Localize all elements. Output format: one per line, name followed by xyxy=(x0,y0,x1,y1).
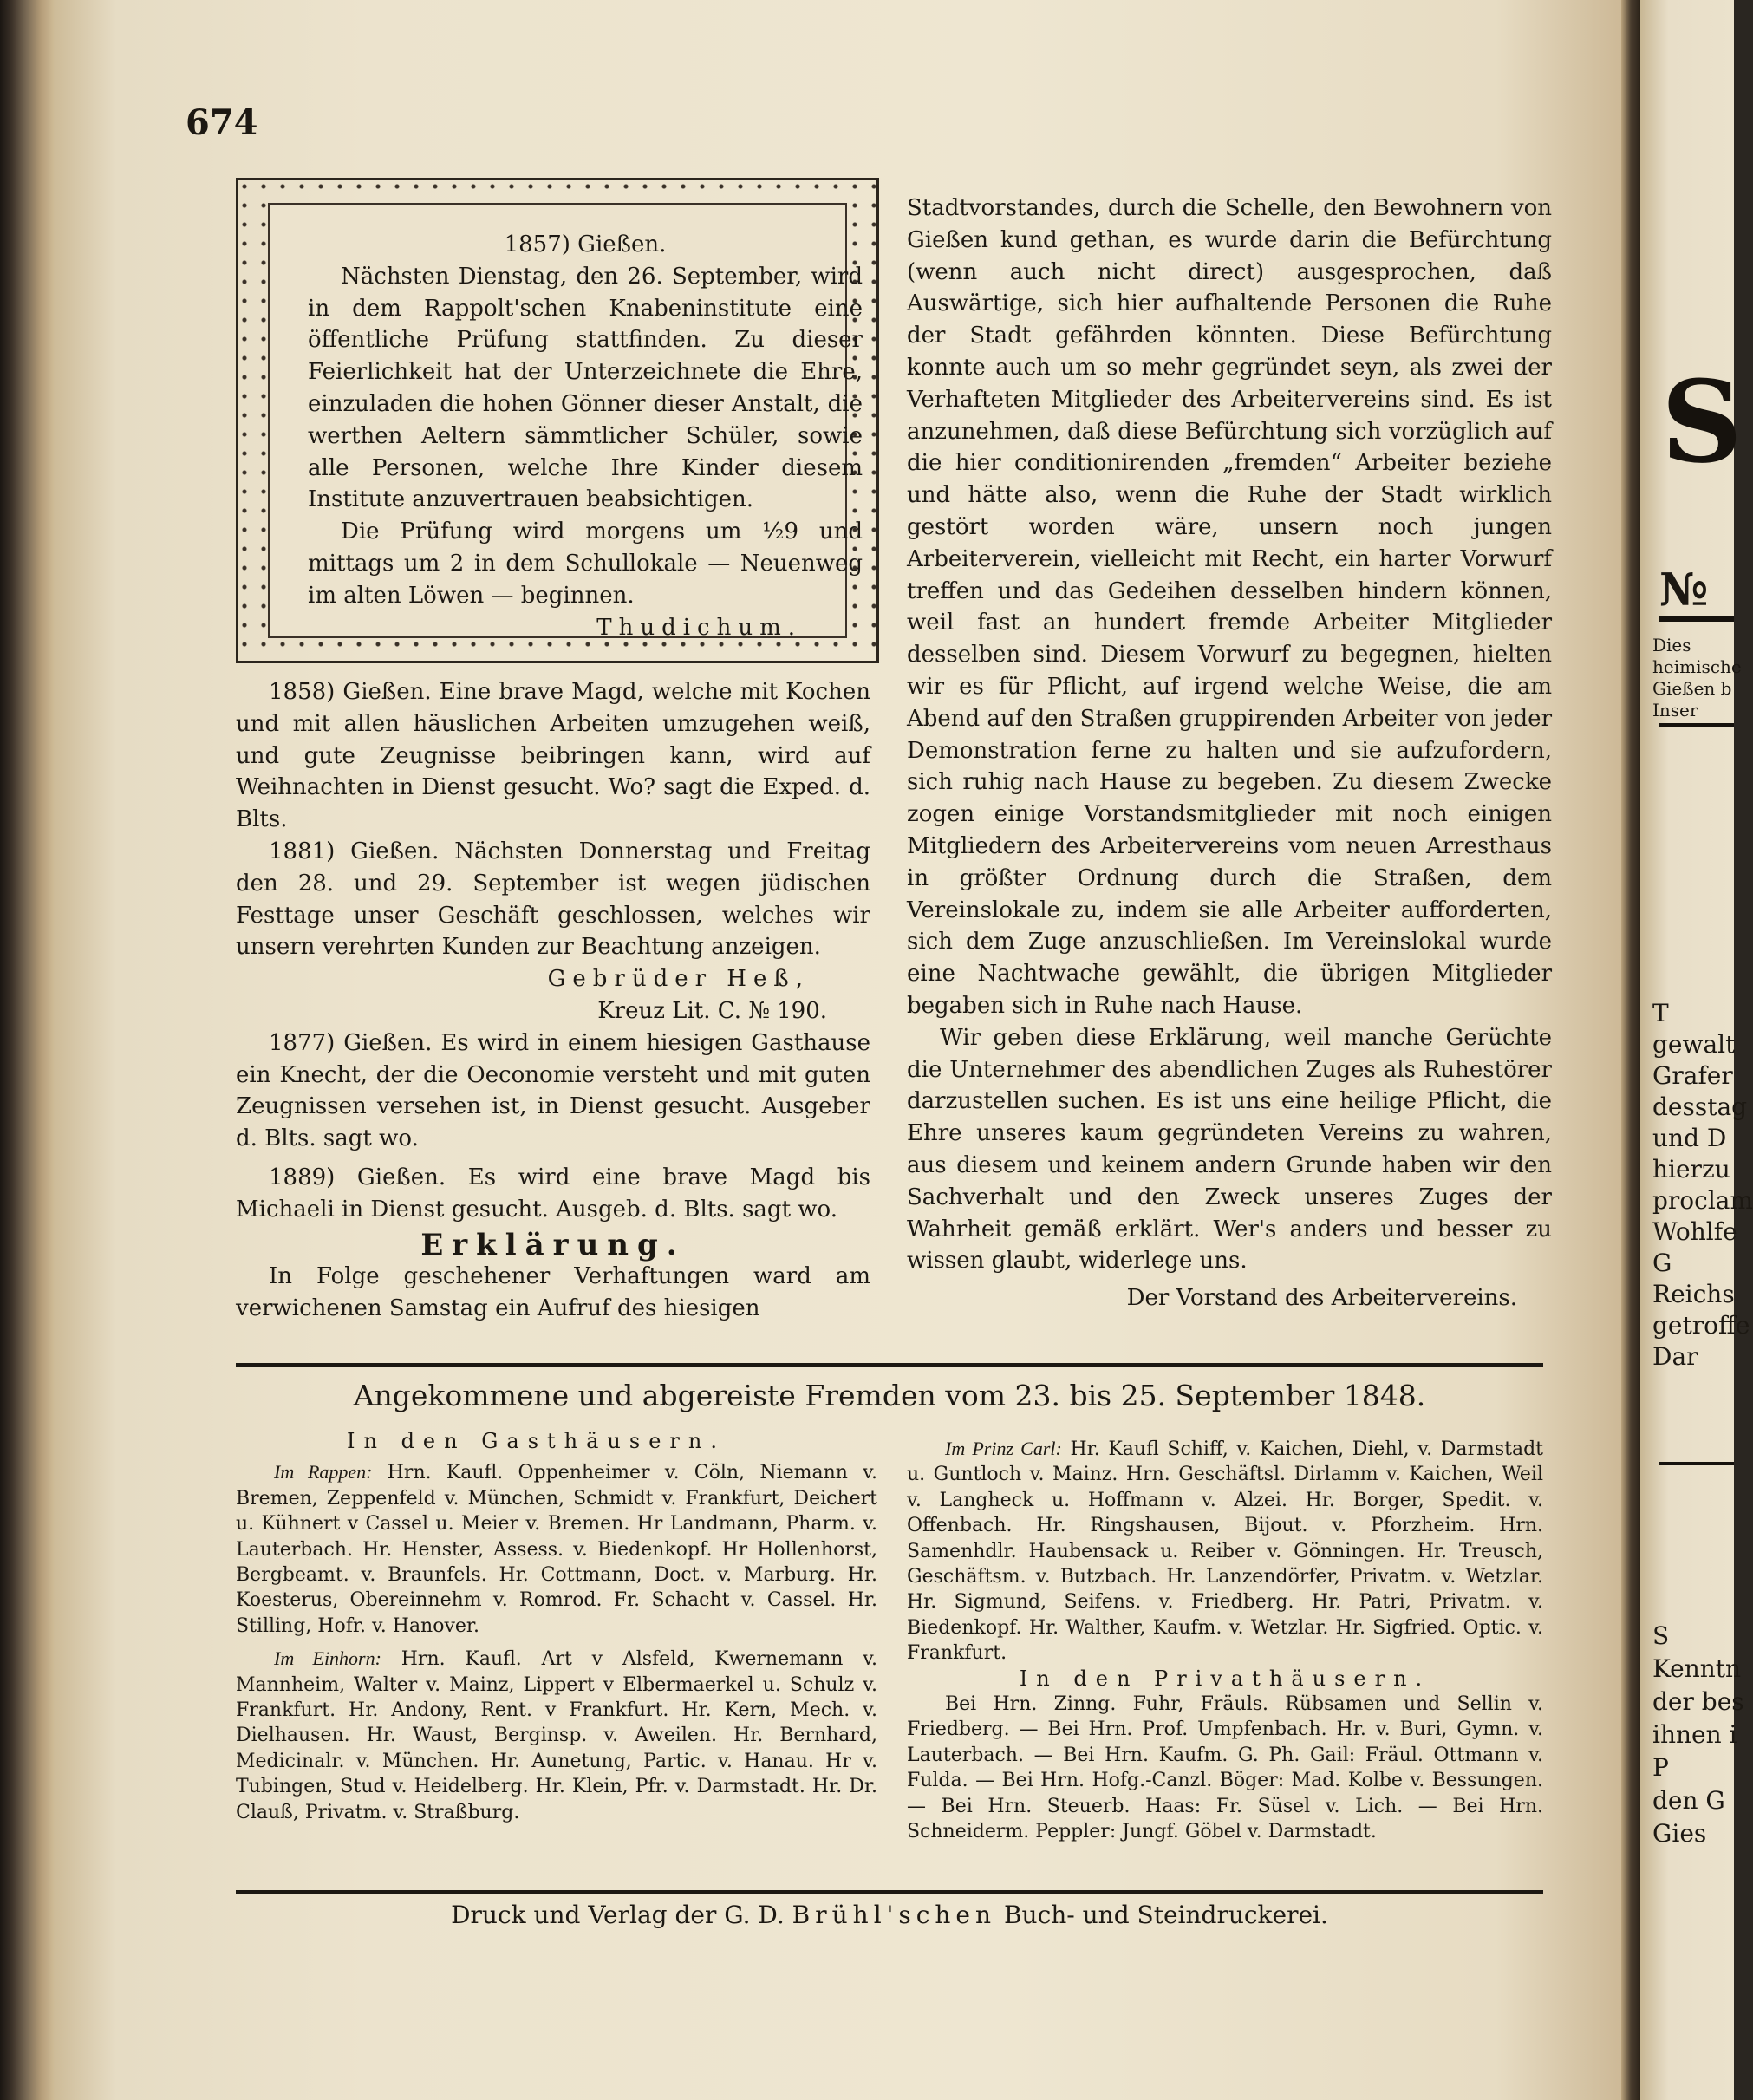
book-spine-edge xyxy=(0,0,59,2100)
fragment-line: Dar xyxy=(1652,1342,1698,1371)
fragment-line: desstag xyxy=(1652,1092,1748,1121)
fragment-line: Kenntn xyxy=(1652,1654,1742,1683)
fremden-left-column xyxy=(236,1429,877,1825)
fragment-line: P xyxy=(1652,1753,1669,1782)
page-number: 674 xyxy=(186,102,258,143)
fragment-line: S xyxy=(1652,1621,1670,1650)
left-column xyxy=(236,676,870,1325)
right-page-fragment xyxy=(1640,0,1753,2100)
fremden-right-column xyxy=(907,1436,1543,1845)
fragment-line: G xyxy=(1652,1249,1672,1277)
fragment-line: Wohlfe xyxy=(1652,1217,1737,1246)
gasthaeuser-subheading: In den Gasthäusern. xyxy=(347,1429,726,1453)
einhorn-lead: Im Einhorn: xyxy=(274,1647,381,1670)
fragment-line: gewalt xyxy=(1652,1030,1736,1059)
right-column xyxy=(907,192,1552,1314)
fragment-rule-2 xyxy=(1659,1462,1734,1465)
fragment-line: getroffe xyxy=(1652,1311,1750,1340)
prinz-carl-lead: Im Prinz Carl: xyxy=(945,1438,1062,1459)
rappen-lead: Im Rappen: xyxy=(274,1461,373,1484)
ad-box-inner xyxy=(268,203,863,641)
fragment-line: Grafer xyxy=(1652,1061,1733,1090)
rappen-entry xyxy=(236,1459,877,1639)
ad-1889: 1889) Gießen. Es wird eine brave Magd bis Michaeli in Dienst gesucht. Ausgeb. d. Blts. sagt wo. xyxy=(236,1164,870,1223)
ad-1881-address: Kreuz Lit. C. № 190. xyxy=(597,997,827,1024)
fragment-line: Reichs xyxy=(1652,1280,1735,1308)
rappen-text: Hrn. Kaufl. Oppenheimer v. Cöln, Niemann v. Bremen, Zeppenfeld v. München, Schmidt v. Frankfurt, Deichert u. Kühnert v Cassel u. Meier v. Bremen. Hr Landmann, Pharm. v. Lauterbach. Hr. Henster, Assess. v. Biedenkopf. Hr Hollenhorst, Bergbeamt. v. Braunfels. Hr. Cottmann, Doct. v. Marburg. Hr. Koesterus, Obereinnehm v. Romrod. Fr. Schacht v. Cassel. Hr. Stilling, Hofr. v. Hanover. xyxy=(236,1462,877,1637)
einhorn-text: Hrn. Kaufl. Art v Alsfeld, Kwernemann v. Mannheim, Walter v. Mainz, Lippert v Elbermaerkel u. Schulz v. Frankfurt. Hr. Andony, Rent. v Frankfurt. Hr. Kern, Mech. v. Dielhausen. Hr. Waust, Berginsp. v. Aweilen. Hr. Bernhard, Medicinalr. v. München. Hr. Aunetung, Partic. v. Hanau. Hr v. Tubingen, Stud v. Heidelberg. Hr. Klein, Pfr. v. Darmstadt. Hr. Dr. Clauß, Privatm. v. Straßburg. xyxy=(236,1648,877,1823)
ad-1858: 1858) Gießen. Eine brave Magd, welche mit Kochen und mit allen häuslichen Arbeiten umzugehen weiß, und gute Zeugnisse beibringen kann, wird auf Weihnachten in Dienst gesucht. Wo? sagt die Exped. d. Blts. xyxy=(236,679,870,833)
fragment-line: und D xyxy=(1652,1124,1727,1152)
imprint-prefix: Druck und Verlag der G. D. xyxy=(451,1901,785,1929)
masthead-letter: S xyxy=(1661,355,1743,488)
ad-1857-body2: Die Prüfung wird morgens um ½9 und mittags um 2 in dem Schullokale — Neuenweg im alten Löwen — beginnen. xyxy=(308,518,863,609)
printer-imprint xyxy=(236,1901,1543,1929)
erklaerung-heading: Erklärung. xyxy=(420,1227,686,1262)
ad-1857 xyxy=(308,229,863,643)
ad-1881-signature: Gebrüder Heß, xyxy=(547,966,810,993)
fragment-line: heimische xyxy=(1652,656,1742,677)
fremden-title: Angekommene und abgereiste Fremden vom 23. bis 25. September 1848. xyxy=(353,1379,1426,1412)
fragment-line: ihnen i xyxy=(1652,1720,1737,1749)
prinz-carl-entry xyxy=(907,1436,1543,1666)
einhorn-entry xyxy=(236,1646,877,1825)
ad-1881: 1881) Gießen. Nächsten Donnerstag und Freitag den 28. und 29. September ist wegen jüdischen Festtage unser Geschäft geschlossen, welches wir unsern verehrten Kunden zur Beachtung anzeigen. xyxy=(236,838,870,961)
imprint-name: Brühl'schen xyxy=(792,1901,997,1929)
fragment-rule xyxy=(1659,723,1734,727)
imprint-suffix: Buch- und Steindruckerei. xyxy=(1003,1901,1328,1929)
erklaerung-start: In Folge geschehener Verhaftungen ward am verwichenen Samstag ein Aufruf des hiesigen xyxy=(236,1263,870,1322)
erklaerung-paragraph-1: Stadtvorstandes, durch die Schelle, den Bewohnern von Gießen kund gethan, es wurde darin die Befürchtung (wenn auch nicht direct) ausgesprochen, daß Auswärtige, sich hier aufhaltende Personen die Ruhe der Stadt gefährden könnten. Diese Befürchtung konnte auch um so mehr gegründet seyn, als zwei der Verhafteten Mitglieder des Arbeitervereins sind. Es ist anzunehmen, daß diese Befürchtung sich vorzüglich auf die hier conditionirenden „fremden“ Arbeiter beziehe und hätte also, wenn die Ruhe der Stadt wirklich gestört worden wäre, unsern noch jungen Arbeiterverein, vielleicht mit Recht, ein harter Vorwurf treffen und das Gedeihen desselben hindern können, weil fast an hundert fremde Arbeiter Mitglieder desselben sind. Diesem Vorwurf zu begegnen, hielten wir es für Pflicht, auf irgend welche Weise, die am Abend auf den Straßen gruppirenden Arbeiter von jeder Demonstration ferne zu halten und sie aufzufordern, sich ruhig nach Hause zu begeben. Zu diesem Zwecke zogen einige Vorstandsmitglieder mit noch einigen Mitgliedern des Arbeitervereins vom neuen Arresthaus in größter Ordnung durch die Straßen, dem Vereinslokale zu, indem sie alle Arbeiter aufforderten, sich dem Zuge anzuschließen. Im Vereinslokal wurde eine Nachtwache gewählt, die übrigen Mitglieder begaben sich in Ruhe nach Hause. xyxy=(907,195,1552,1019)
ornamental-ad-box xyxy=(236,178,879,663)
section-divider xyxy=(236,1363,1543,1367)
fragment-line: Gies xyxy=(1652,1819,1707,1848)
ad-1857-title: 1857) Gießen. xyxy=(504,232,667,258)
book-gutter xyxy=(1621,0,1640,2100)
fragment-line: T xyxy=(1652,999,1669,1027)
issue-number-sign: № xyxy=(1659,564,1734,622)
erklaerung-paragraph-2: Wir geben diese Erklärung, weil manche Gerüchte die Unternehmer des abendlichen Zuges als Ruhestörer darzustellen suchen. Es ist uns eine heilige Pflicht, die Ehre unseres kaum gegründeten Vereins zu wahren, aus diesem und keinem andern Grunde haben wir den Sachverhalt und den Zweck unseres Zuges der Wahrheit gemäß erklärt. Wer's anders und besser zu wissen glaubt, widerlege uns. xyxy=(907,1024,1552,1275)
ad-1857-body: Nächsten Dienstag, den 26. September, wird in dem Rappolt'schen Knabeninstitute eine öffentliche Prüfung stattfinden. Zu dieser Feierlichkeit hat der Unterzeichnete die Ehre, einzuladen die hohen Gönner dieser Anstalt, die werthen Aeltern sämmtlicher Schüler, sowie alle Personen, welche Ihre Kinder diesem Institute anzuvertrauen beabsichtigen. xyxy=(308,263,863,513)
fragment-line: proclam xyxy=(1652,1186,1753,1215)
fragment-line: Dies xyxy=(1652,635,1691,655)
erklaerung-signature: Der Vorstand des Arbeitervereins. xyxy=(1126,1285,1517,1312)
ad-1877: 1877) Gießen. Es wird in einem hiesigen Gasthause ein Knecht, der die Oeconomie versteht und mit guten Zeugnissen versehen ist, in Dienst gesucht. Ausgeber d. Blts. sagt wo. xyxy=(236,1029,870,1152)
fragment-line: Gießen b xyxy=(1652,678,1732,699)
fragment-line: den G xyxy=(1652,1786,1725,1815)
fragment-line: hierzu xyxy=(1652,1155,1730,1184)
privathaeuser-subheading: In den Privathäusern. xyxy=(1019,1666,1431,1691)
fragment-line: der bes xyxy=(1652,1687,1744,1716)
privathaeuser-text: Bei Hrn. Zinng. Fuhr, Fräuls. Rübsamen und Sellin v. Friedberg. — Bei Hrn. Prof. Umpfenbach. Hr. v. Buri, Gymn. v. Lauterbach. — Bei Hrn. Kaufm. G. Ph. Gail: Fräul. Ottmann v. Fulda. — Bei Hrn. Hofg.-Canzl. Böger: Mad. Kolbe v. Bessungen. — Bei Hrn. Steuerb. Haas: Fr. Süsel v. Lich. — Bei Hrn. Schneiderm. Peppler: Jungf. Göbel v. Darmstadt. xyxy=(907,1693,1543,1843)
footer-divider xyxy=(236,1890,1543,1894)
fragment-line: Inser xyxy=(1652,700,1698,721)
ad-1857-signature: Thudichum. xyxy=(596,614,802,641)
prinz-carl-text: Hr. Kaufl Schiff, v. Kaichen, Diehl, v. Darmstadt u. Guntloch v. Mainz. Hrn. Geschäftsl. Dirlamm v. Kaichen, Weil v. Langheck u. Hoffmann v. Alzei. Hr. Borger, Spedit. v. Offenbach. Hr. Ringshausen, Bijout. v. Pforzheim. Hrn. Samenhdlr. Haubensack u. Reiber v. Gönningen. Hr. Treusch, Geschäftsm. v. Butzbach. Hr. Lanzendörfer, Privatm. v. Wetzlar. Hr. Sigmund, Seifens. v. Friedberg. Hr. Patri, Privatm. v. Biedenkopf. Hr. Walther, Kaufm. v. Wetzlar. Hr. Sigfried. Optic. v. Frankfurt. xyxy=(907,1438,1544,1665)
